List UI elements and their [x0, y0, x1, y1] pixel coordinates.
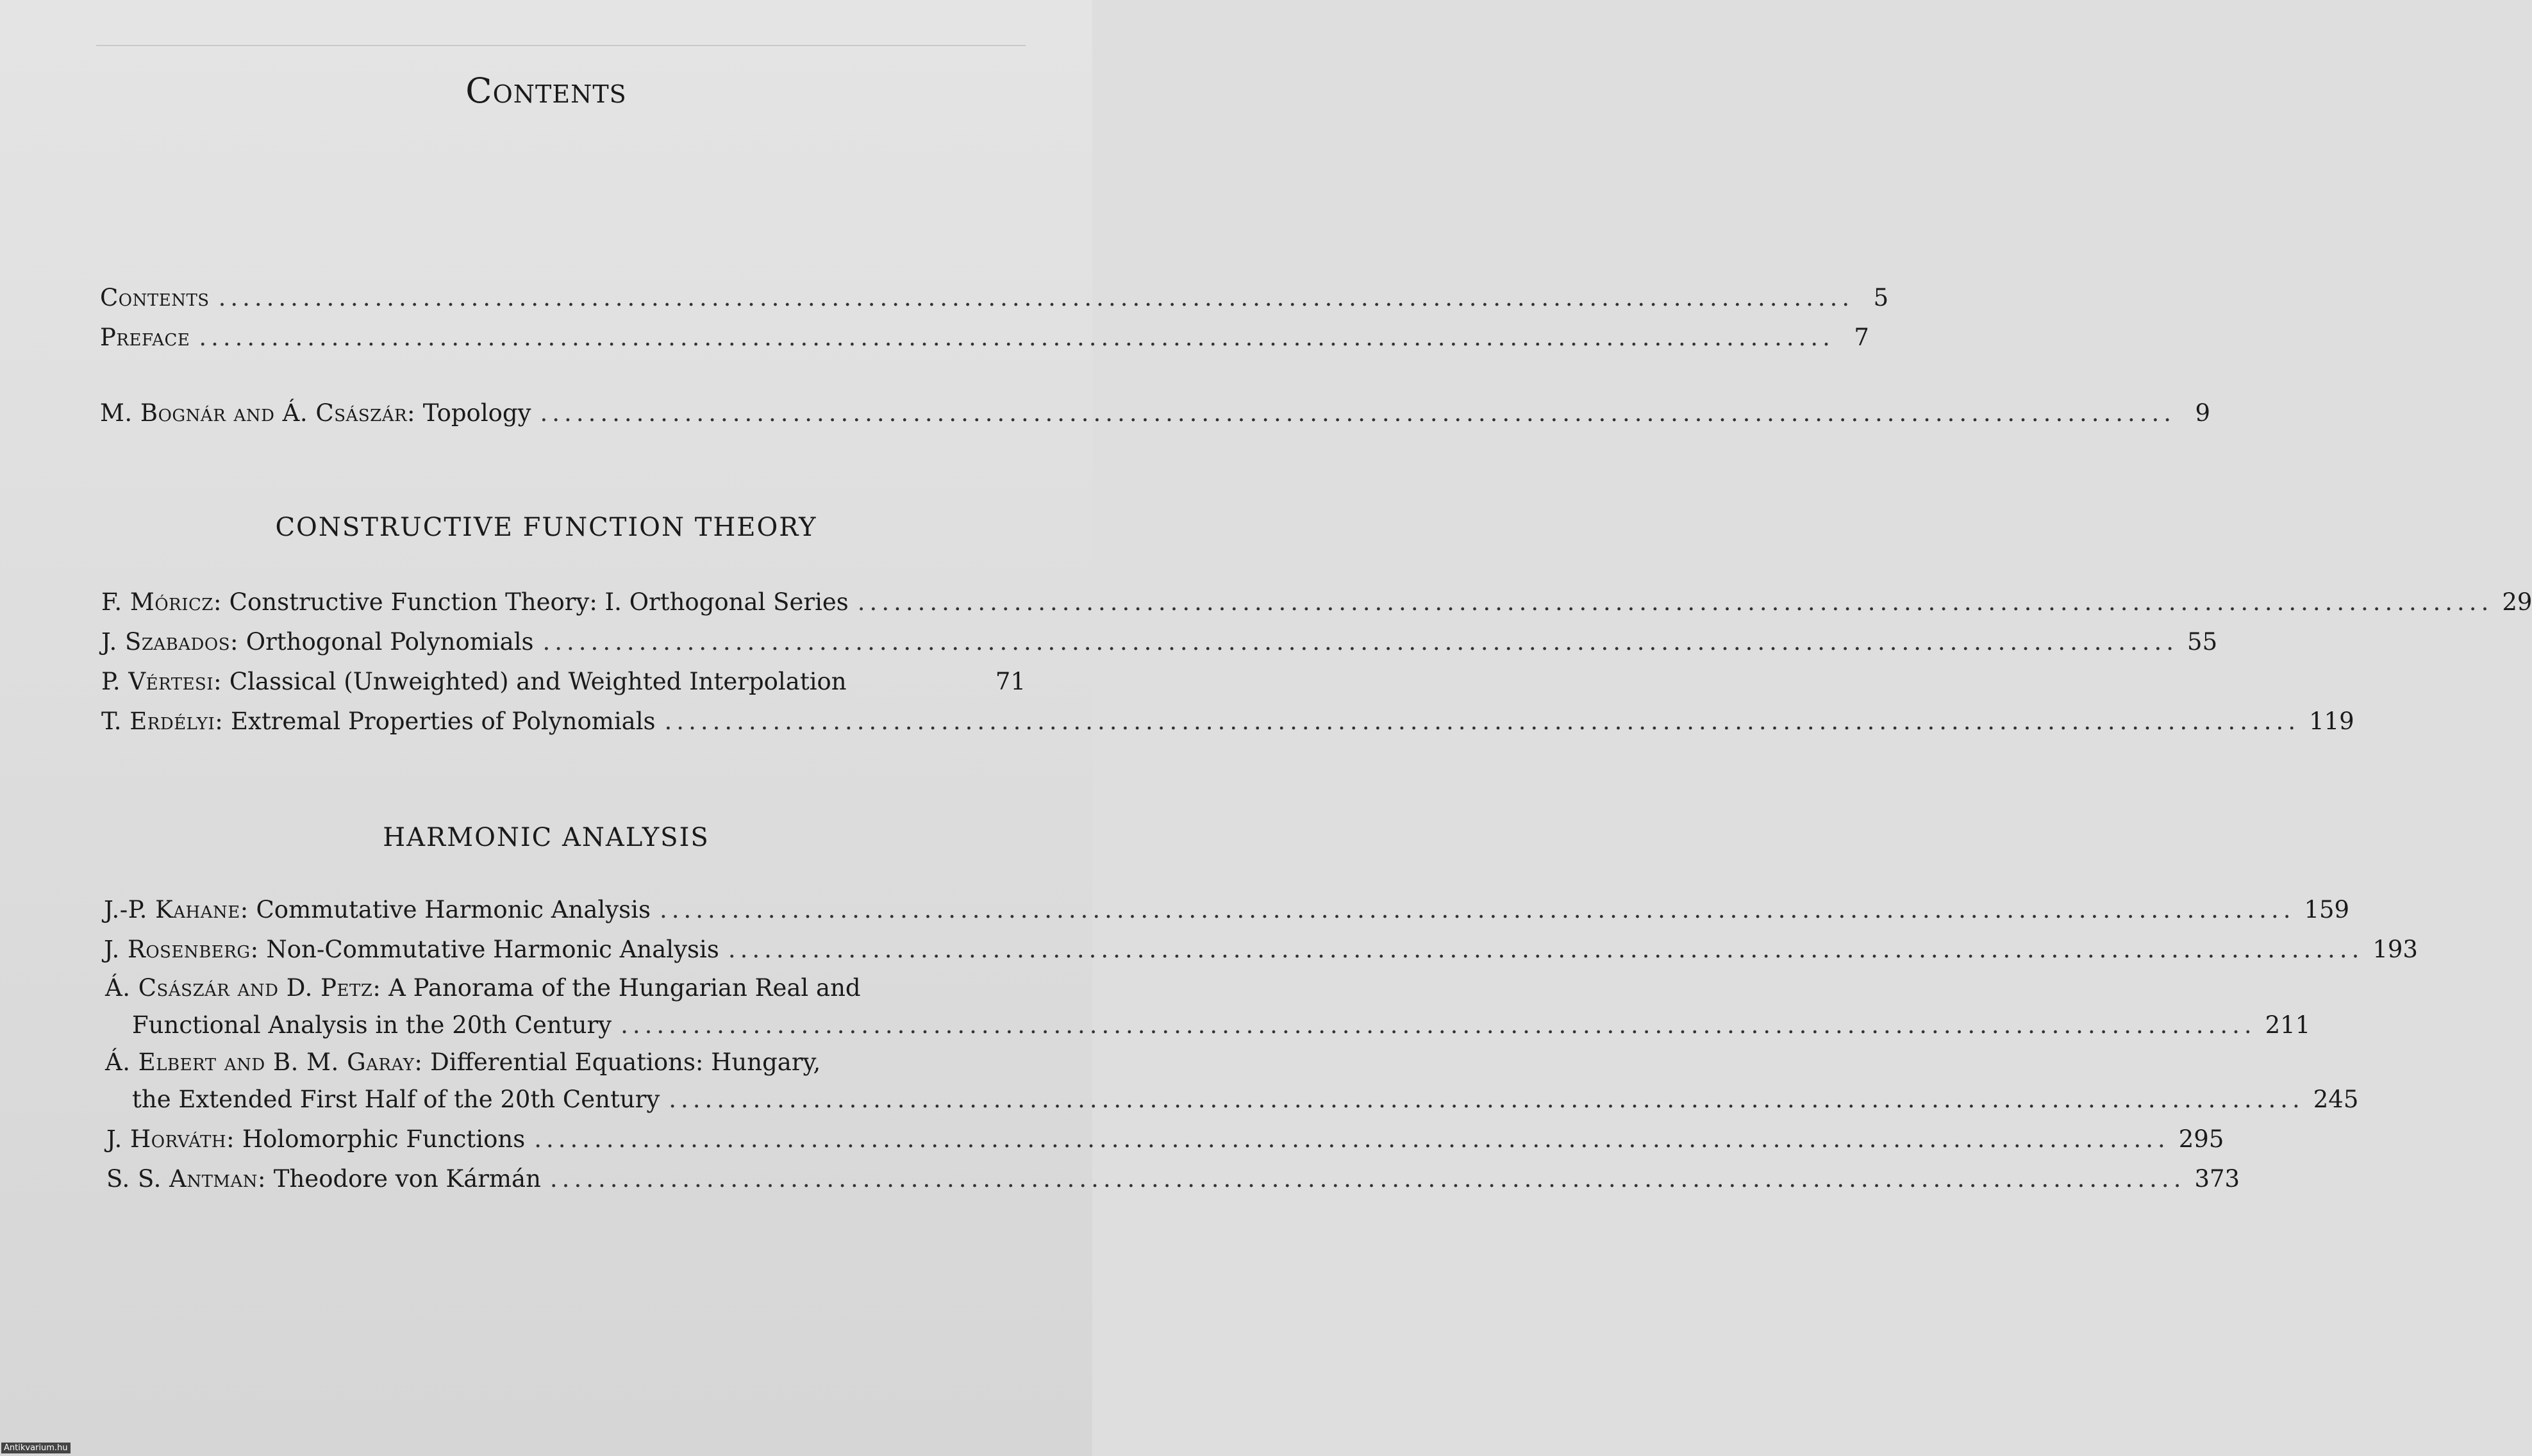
toc-author: J. Szabados: [101, 628, 238, 656]
toc-entry [104, 934, 2418, 966]
toc-entry [104, 894, 2350, 926]
toc-entry [106, 1123, 2224, 1155]
toc-author: J.-P. Kahane: [104, 896, 249, 923]
toc-title: Classical (Unweighted) and Weighted Interpolation [222, 668, 847, 695]
toc-author: J. Horváth: [106, 1125, 235, 1153]
toc-label: Contents [100, 284, 210, 311]
toc-author: Á. Császár and D. Petz: [105, 974, 381, 1002]
toc-page-number: 29 [2502, 588, 2532, 616]
toc-author: P. Vértesi: [101, 668, 222, 695]
toc-title: Non-Commutative Harmonic Analysis [258, 936, 719, 963]
toc-page-number: 193 [2372, 936, 2418, 963]
toc-page-number: 9 [2195, 399, 2211, 427]
leader-dots: ........................................................................................................................................ [728, 936, 2364, 963]
leader-dots: ........................................................................................................................................ [549, 1165, 2186, 1193]
toc-title-continued: the Extended First Half of the 20th Century [132, 1086, 660, 1113]
toc-title: Differential Equations: Hungary, [422, 1048, 821, 1076]
toc-title: Theodore von Kármán [266, 1165, 541, 1193]
leader-dots: ........................................................................................................................................ [218, 284, 1854, 311]
toc-entry [101, 586, 2532, 618]
toc-title: A Panorama of the Hungarian Real and [381, 974, 861, 1002]
toc-label: Preface [100, 324, 190, 351]
leader-dots: ........................................................................................................................................ [540, 399, 2176, 427]
toc-author: T. Erdélyi: [101, 707, 224, 735]
toc-page-number: 295 [2178, 1125, 2224, 1153]
leader-dots: ........................................................................................................................................ [542, 628, 2179, 656]
toc-page-number: 119 [2309, 707, 2354, 735]
toc-author: M. Bognár and Á. Császár: [100, 399, 416, 427]
header-rule [96, 45, 1026, 46]
leader-dots: ........................................................................................................................................ [659, 896, 2295, 923]
toc-entry [106, 1163, 2240, 1195]
section-heading-constructive: CONSTRUCTIVE FUNCTION THEORY [275, 513, 817, 542]
leader-dots: ........................................................................................................................................ [669, 1086, 2304, 1113]
toc-entry [101, 626, 2218, 658]
toc-page-number: 245 [2313, 1086, 2359, 1113]
toc-entry-continuation [132, 1084, 2359, 1116]
toc-page-number: 7 [1854, 324, 1869, 351]
toc-title-continued: Functional Analysis in the 20th Century [132, 1011, 612, 1039]
toc-author: S. S. Antman: [106, 1165, 267, 1193]
toc-title: Topology [415, 399, 531, 427]
leader-dots: ........................................................................................................................................ [664, 707, 2301, 735]
toc-page-number: 211 [2265, 1011, 2311, 1039]
toc-author: F. Móricz: [101, 588, 222, 616]
toc-title: Holomorphic Functions [235, 1125, 526, 1153]
toc-entry-preface [100, 322, 1869, 354]
leader-dots: ........................................................................................................................................ [199, 324, 1835, 351]
toc-entry-contents [100, 282, 1889, 314]
toc-entry [101, 666, 1026, 698]
toc-title: Extremal Properties of Polynomials [223, 707, 656, 735]
toc-page-number: 373 [2194, 1165, 2240, 1193]
leader-dots: ........................................................................................................................................ [534, 1125, 2170, 1153]
toc-title: Orthogonal Polynomials [238, 628, 534, 656]
leader-dots: ........................................................................................................................................ [857, 588, 2494, 616]
watermark: Antikvarium.hu [1, 1443, 71, 1453]
toc-author: J. Rosenberg: [104, 936, 259, 963]
section-heading-harmonic: HARMONIC ANALYSIS [383, 823, 710, 852]
toc-entry-first-line [105, 972, 861, 1004]
leader-dots: ........................................................................................................................................ [621, 1011, 2256, 1039]
toc-entry [101, 706, 2354, 738]
toc-entry-continuation [132, 1009, 2311, 1041]
toc-title: Commutative Harmonic Analysis [248, 896, 651, 923]
toc-page-number: 71 [995, 668, 1026, 695]
toc-page-number: 5 [1873, 284, 1889, 311]
toc-page-number: 159 [2304, 896, 2350, 923]
toc-entry-first-line [105, 1046, 820, 1079]
page-title: Contents [465, 70, 627, 111]
toc-entry-topology [100, 397, 2211, 429]
toc-author: Á. Elbert and B. M. Garay: [105, 1048, 423, 1076]
toc-title: Constructive Function Theory: I. Orthogonal Series [221, 588, 849, 616]
toc-page-number: 55 [2187, 628, 2218, 656]
